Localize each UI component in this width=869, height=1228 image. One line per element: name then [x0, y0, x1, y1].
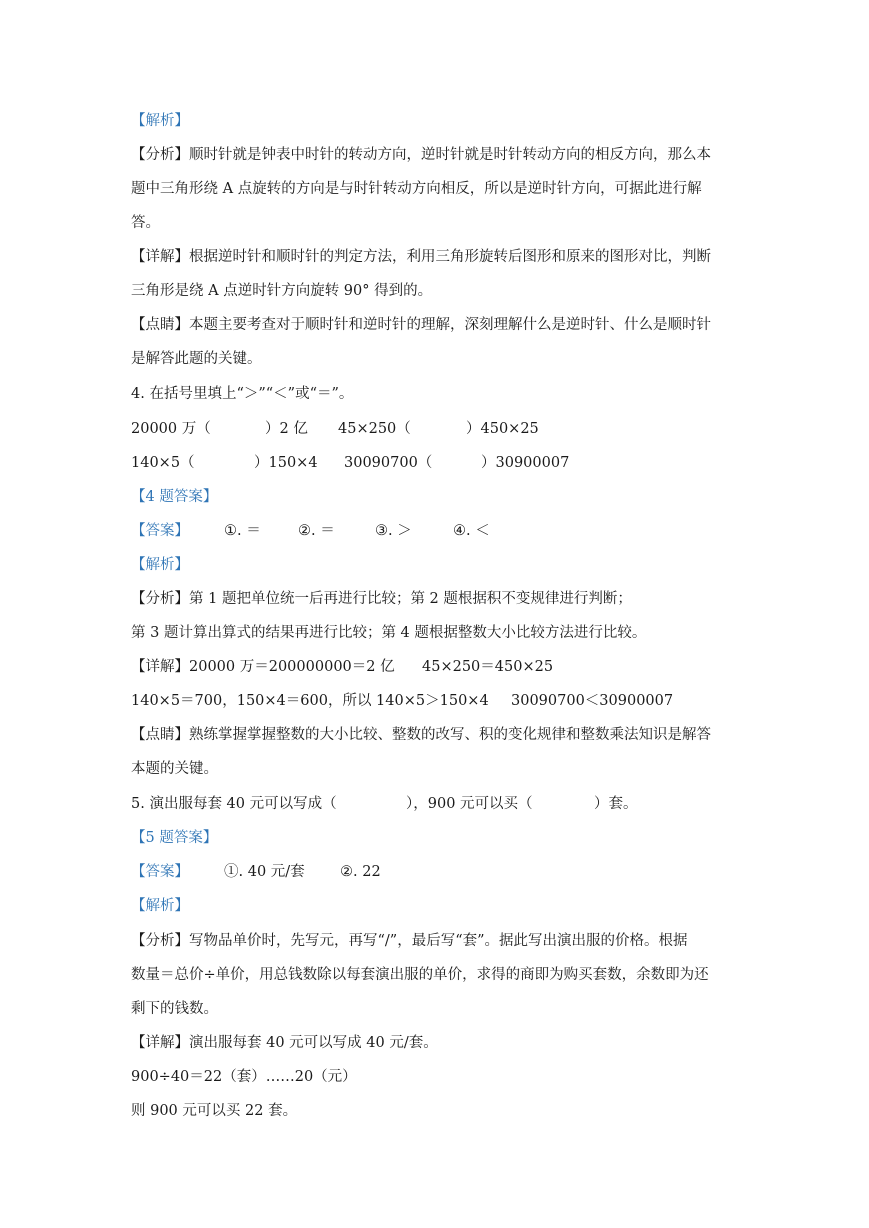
- q4-xiangjie-1a: 【详解】20000 万＝200000000＝2 亿: [131, 659, 395, 675]
- q5-answer-row: [131, 862, 531, 882]
- q5-fenxi-line-1: 【分析】写物品单价时，先写元，再写“/”，最后写“套”。据此写出演出服的价格。根据: [131, 933, 688, 949]
- q3-jiexi-heading: 【解析】: [131, 113, 189, 129]
- q4-xiangjie-1b: 45×250＝450×25: [422, 659, 554, 675]
- q3-fenxi-line-3: 答。: [131, 215, 160, 231]
- q5-question-part-2: ），900 元可以买（: [406, 796, 533, 812]
- q4-answer-3: ③. ＞: [375, 523, 412, 539]
- q5-fenxi-line-2: 数量＝总价÷单价，用总钱数除以每套演出服的单价，求得的商即为购买套数，余数即为还: [131, 967, 709, 983]
- q4-item-1-left: 20000 万（: [131, 421, 211, 437]
- q5-answer-label: 【答案】: [131, 864, 189, 880]
- q4-answer-row: [131, 521, 631, 541]
- q3-fenxi-line-2: 题中三角形绕 A 点旋转的方向是与时针转动方向相反，所以是逆时针方向，可据此进行解: [131, 181, 702, 197]
- q4-item-1-right: ）2 亿: [265, 421, 308, 437]
- q4-answer-1: ①. ＝: [224, 523, 261, 539]
- q4-item-4-right: ）30900007: [481, 455, 570, 471]
- q4-item-4-left: 30090700（: [344, 455, 433, 471]
- q5-xiangjie-line-2: 900÷40＝22（套）……20（元）: [131, 1069, 357, 1085]
- q5-question: [131, 794, 691, 814]
- q3-dianjing-line-2: 是解答此题的关键。: [131, 351, 262, 367]
- q4-answer-label: 【答案】: [131, 523, 189, 539]
- q3-xiangjie-line-2: 三角形是绕 A 点逆时针方向旋转 90° 得到的。: [131, 283, 433, 299]
- q4-dianjing-line-2: 本题的关键。: [131, 761, 218, 777]
- q5-fenxi-line-3: 剩下的钱数。: [131, 1001, 218, 1017]
- q3-dianjing-line-1: 【点睛】本题主要考查对于顺时针和逆时针的理解，深刻理解什么是逆时针、什么是顺时针: [131, 317, 711, 333]
- q4-xiangjie-row-2: [131, 691, 731, 711]
- q4-fenxi-line-1: 【分析】第 1 题把单位统一后再进行比较；第 2 题根据积不变规律进行判断；: [131, 591, 632, 607]
- q4-jiexi-heading: 【解析】: [131, 557, 189, 573]
- q5-question-part-1: 5. 演出服每套 40 元可以写成（: [131, 796, 337, 812]
- q4-item-2-right: ）450×25: [466, 421, 539, 437]
- q4-question: 4. 在括号里填上“＞”“＜”或“＝”。: [131, 386, 354, 402]
- q5-jiexi-heading: 【解析】: [131, 898, 189, 914]
- q5-answer-title: 【5 题答案】: [131, 830, 218, 846]
- q4-answer-title: 【4 题答案】: [131, 489, 218, 505]
- q4-item-2-left: 45×250（: [338, 421, 411, 437]
- q4-xiangjie-row-1: [131, 657, 731, 677]
- q4-dianjing-line-1: 【点睛】熟练掌握掌握整数的大小比较、整数的改写、积的变化规律和整数乘法知识是解答: [131, 727, 711, 743]
- q4-item-3-right: ）150×4: [254, 455, 318, 471]
- q3-xiangjie-line-1: 【详解】根据逆时针和顺时针的判定方法，利用三角形旋转后图形和原来的图形对比，判断: [131, 249, 711, 265]
- q4-xiangjie-2a: 140×5＝700，150×4＝600，所以 140×5＞150×4: [131, 693, 489, 709]
- q4-fenxi-line-2: 第 3 题计算出算式的结果再进行比较；第 4 题根据整数大小比较方法进行比较。: [131, 625, 647, 641]
- q5-answer-2: ②. 22: [340, 864, 381, 880]
- q4-item-3-left: 140×5（: [131, 455, 195, 471]
- q4-answer-2: ②. ＝: [298, 523, 335, 539]
- q5-xiangjie-line-3: 则 900 元可以买 22 套。: [131, 1103, 298, 1119]
- q5-answer-1: ①. 40 元/套: [224, 864, 305, 880]
- q4-answer-4: ④. ＜: [453, 523, 490, 539]
- q4-problem-row-1: [131, 419, 731, 439]
- q5-question-part-3: ）套。: [594, 796, 638, 812]
- q4-problem-row-2: [131, 453, 731, 473]
- q3-fenxi-line-1: 【分析】顺时针就是钟表中时针的转动方向，逆时针就是时针转动方向的相反方向，那么本: [131, 147, 711, 163]
- q4-xiangjie-2b: 30090700＜30900007: [511, 693, 674, 709]
- q5-xiangjie-line-1: 【详解】演出服每套 40 元可以写成 40 元/套。: [131, 1035, 438, 1051]
